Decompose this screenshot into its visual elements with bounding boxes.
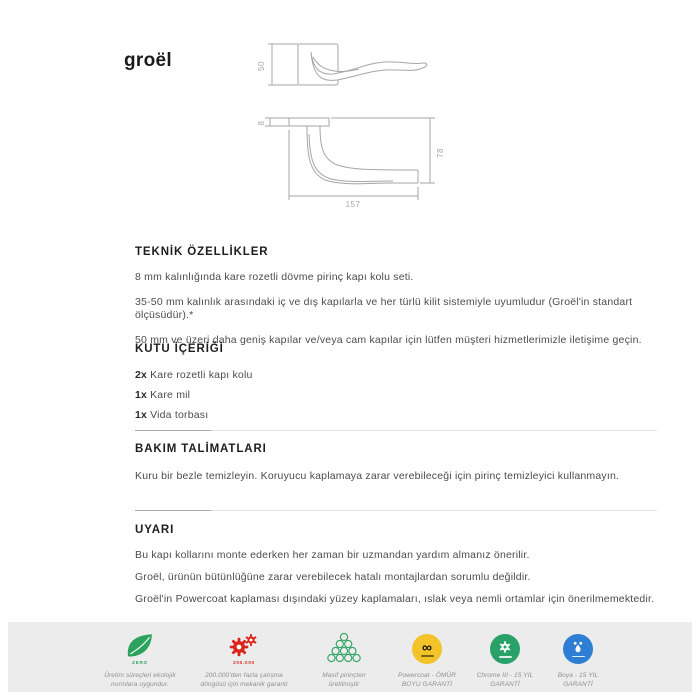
badge-microtext (499, 656, 512, 658)
leaf-icon (124, 633, 156, 659)
badge-micro-label: 200.000 (233, 660, 255, 665)
warning-paragraph: Groël'in Powercoat kaplaması dışındaki yüzey kaplamaları, ıslak veya nemli ortamlar için önerilmemektedir. (135, 593, 655, 605)
certification-strip (8, 622, 692, 692)
paint-spray-icon (571, 641, 585, 654)
badge-microtext (421, 655, 434, 657)
badge-microtext (572, 656, 585, 658)
item-text: Kare mil (150, 389, 191, 401)
front-view (257, 118, 445, 209)
section-care-instructions (135, 443, 657, 483)
dim-78-label: 78 (436, 148, 445, 158)
section-heading: TEKNİK ÖZELLİKLER (135, 246, 269, 258)
item-text: Vida torbası (150, 409, 209, 421)
item-text: Kare rozetli kapı kolu (150, 369, 253, 381)
badge-caption: 200.000'den fazla çalışma döngüsü için mekanik garanti (200, 672, 288, 689)
badge-caption: Masif pirinçten üretilmiştir (322, 672, 366, 689)
handle-top-profile (311, 52, 427, 80)
section-divider (135, 510, 657, 511)
rosette-plate (289, 118, 329, 126)
dim-157-label: 157 (345, 200, 361, 209)
section-heading: UYARI (135, 524, 175, 536)
spec-paragraph: 35-50 mm kalınlık arasındaki iç ve dış kapılarla ve her türlü kilit sistemiyle uyumludur (Groël'in standart ölçüsüdür).* (135, 296, 633, 321)
warning-paragraph: Bu kapı kollarını monte ederken her zaman bir uzmandan yardım almanız önerilir. (135, 549, 530, 561)
box-item (135, 389, 657, 402)
spec-paragraph: 50 mm ve üzeri daha geniş kapılar ve/veya cam kapılar için lütfen müşteri hizmetlerimizle iletişime geçin. (135, 334, 642, 346)
badge-caption: Boya - 15 YIL GARANTİ (557, 672, 599, 689)
spec-paragraph: 8 mm kalınlığında kare rozetli dövme pirinç kapı kolu seti. (135, 271, 414, 283)
section-heading: KUTU İÇERİĞİ (135, 343, 224, 355)
care-paragraph: Kuru bir bezle temizleyin. Koruyucu kaplamaya zarar verebileceği için pirinç temizleyici kullanmayın. (135, 470, 620, 482)
item-qty: 1x (135, 409, 148, 421)
item-qty: 1x (135, 389, 148, 401)
section-warning (135, 524, 657, 606)
brand-logo: groël (124, 50, 172, 71)
infinity-badge-icon (412, 634, 442, 664)
item-qty: 2x (135, 369, 148, 381)
section-heading: BAKIM TALİMATLARI (135, 443, 267, 455)
top-view (257, 44, 427, 85)
dim-50-label: 50 (257, 61, 266, 71)
warning-paragraph: Groël, ürünün bütünlüğüne zarar verebilecek hatalı montajlardan sorumlu değildir. (135, 571, 531, 583)
badge-caption: Powercoat - ÖMÜR BOYU GARANTİ (398, 672, 456, 689)
section-box-contents (135, 343, 657, 422)
handle-outer-curve (307, 126, 418, 184)
section-divider (135, 430, 657, 431)
brass-billets-icon (326, 632, 362, 666)
dim-8-label: 8 (257, 120, 266, 126)
technical-drawing (255, 30, 460, 210)
box-item (135, 369, 657, 382)
gears-icon (229, 633, 259, 659)
badge-paint (512, 629, 644, 690)
handle-inner-curve (320, 126, 418, 170)
badge-caption: Üretim süreçleri ekolojik normlara uygundur. (104, 672, 176, 689)
badge-micro-label: ZERO (132, 660, 148, 665)
paint-badge-icon (563, 634, 593, 664)
badge-caption: Chrome III - 15 YIL GARANTİ (476, 672, 534, 689)
infinity-glyph: ∞ (422, 639, 432, 656)
section-technical-specs (135, 246, 657, 347)
box-item (135, 409, 657, 422)
gear-icon (498, 640, 512, 654)
